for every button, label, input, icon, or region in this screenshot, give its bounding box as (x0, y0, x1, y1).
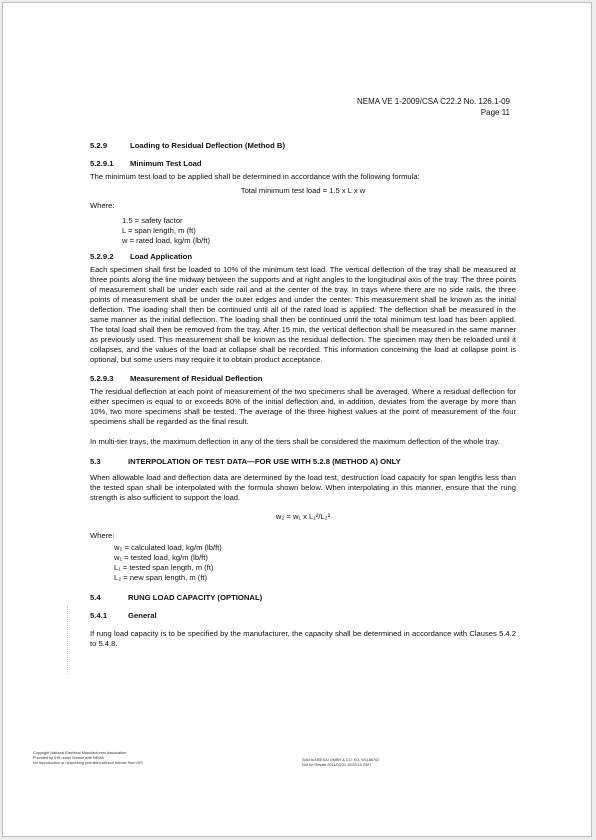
section-heading (90, 141, 516, 151)
section-heading (90, 159, 516, 169)
formula: w₂ = w₁ x L₁²/L₂² (275, 512, 331, 521)
definition-item: w = rated load, kg/m (lb/ft) (122, 236, 210, 245)
definition-list (90, 216, 516, 246)
copyright-footer (33, 751, 143, 766)
standard-title: NEMA VE 1-2009/CSA C22.2 No. 126.1-09 (357, 97, 510, 106)
section-number: 5.4.1 (90, 611, 108, 620)
section-title: Measurement of Residual Deflection (130, 374, 263, 383)
footer-line: Provided by IHS under license with NEMA (33, 756, 104, 760)
definition-item: L₁ = tested span length, m (ft) (114, 563, 214, 572)
page-header (357, 96, 510, 118)
section-number: 5.2.9.3 (90, 374, 114, 383)
section-title: INTERPOLATION OF TEST DATA—FOR USE WITH 5.2.8 (METHOD A) ONLY (128, 457, 401, 466)
definition-item: w₂ = calculated load, kg/m (lb/ft) (114, 543, 222, 552)
formula: Total minimum test load = 1.5 x L x w (240, 186, 366, 195)
paragraph: The minimum test load to be applied shall be determined in accordance with the following formula: (90, 172, 420, 181)
footer-line: No reproduction or networking permitted without license from IHS (33, 761, 143, 765)
paragraph: The residual deflection at each point of measurement of the two specimens shall be averaged. Where a residual deflection for either specimen is equal to or exceeds 80% of the initial deflection and, in addition, deviates from the average by more than 10%, two more specimens shall be tested. The average of the three highest values at the point of measurement of the four specimens shall be regarded as the final result. (90, 387, 516, 426)
definition-item: 1.5 = safety factor (122, 216, 183, 225)
paragraph: In multi-tier trays, the maximum deflection in any of the tiers shall be considered the maximum deflection of the whole tray. (90, 437, 500, 446)
section-title: RUNG LOAD CAPACITY (OPTIONAL) (128, 593, 263, 602)
section-heading (90, 593, 516, 603)
paragraph: If rung load capacity is to be specified by the manufacturer, the capacity shall be determined in accordance with Clauses 5.4.2 to 5.4.8. (90, 629, 516, 648)
license-footer (302, 758, 379, 768)
where-label: Where: (90, 201, 115, 210)
document-page (2, 2, 592, 837)
section-number: 5.2.9 (90, 141, 108, 150)
footer-line: Copyright National Electrical Manufacturers Association (33, 751, 127, 755)
footer-line: Not for Resale,2011/03/31 16:53:10 GMT (302, 763, 372, 767)
definition-item: w₁ = tested load, kg/m (lb/ft) (114, 553, 208, 562)
section-heading (90, 252, 516, 262)
margin-mark (67, 606, 72, 674)
section-heading (90, 374, 516, 384)
definition-list (90, 543, 516, 583)
definition-item: L = span length, m (ft) (122, 226, 196, 235)
page-number: Page 11 (480, 108, 510, 117)
section-title: Loading to Residual Deflection (Method B) (130, 141, 286, 150)
section-number: 5.3 (90, 457, 101, 466)
section-heading (90, 611, 516, 621)
section-number: 5.4 (90, 593, 101, 602)
section-number: 5.2.9.1 (90, 159, 114, 168)
section-number: 5.2.9.2 (90, 252, 114, 261)
section-title: Load Application (130, 252, 193, 261)
paragraph: Each specimen shall first be loaded to 10% of the minimum test load. The vertical deflection of the tray shall be measured at three points along the line midway between the supports and at right angles to the longitudinal axis of the tray. The three points of measurement shall be under each side rail and at the center of the tray. In trays where there are no side rails, the three points of measurement shall be under the outer edges and under the center. This measurement shall be known as the initial deflection. The loading shall then be continued until all of the rated load is applied. The deflection shall be measured in the same manner as the initial deflection. The loading shall then be continued until the total minimum test load has been applied. The total load shall then be removed from the tray. After 15 min, the vertical deflection shall be measured in the same manner as previously used. This measurement shall be known as the residual deflection. The specimen may then be reloaded until it collapses, and the values of the load at collapse shall be recorded. This information concerning the load at collapse point is optional, but some users may require it to obtain product acceptance. (90, 265, 516, 364)
section-heading (90, 457, 516, 467)
page-content (90, 141, 516, 649)
section-title: Minimum Test Load (130, 159, 202, 168)
paragraph: When allowable load and deflection data are determined by the load test, destruction load capacity for span lengths less than the tested span shall be interpolated with the formula shown below. When interpolating in this manner, ensure that the rung strength is also sufficient to support the load. (90, 473, 516, 502)
definition-item: L₂ = new span length, m (ft) (114, 573, 208, 582)
where-label: Where: (90, 531, 115, 540)
section-title: General (128, 611, 157, 620)
footer-line: Sold to:NEESAI GMBH & CO. KG, W1186702 (302, 758, 380, 762)
